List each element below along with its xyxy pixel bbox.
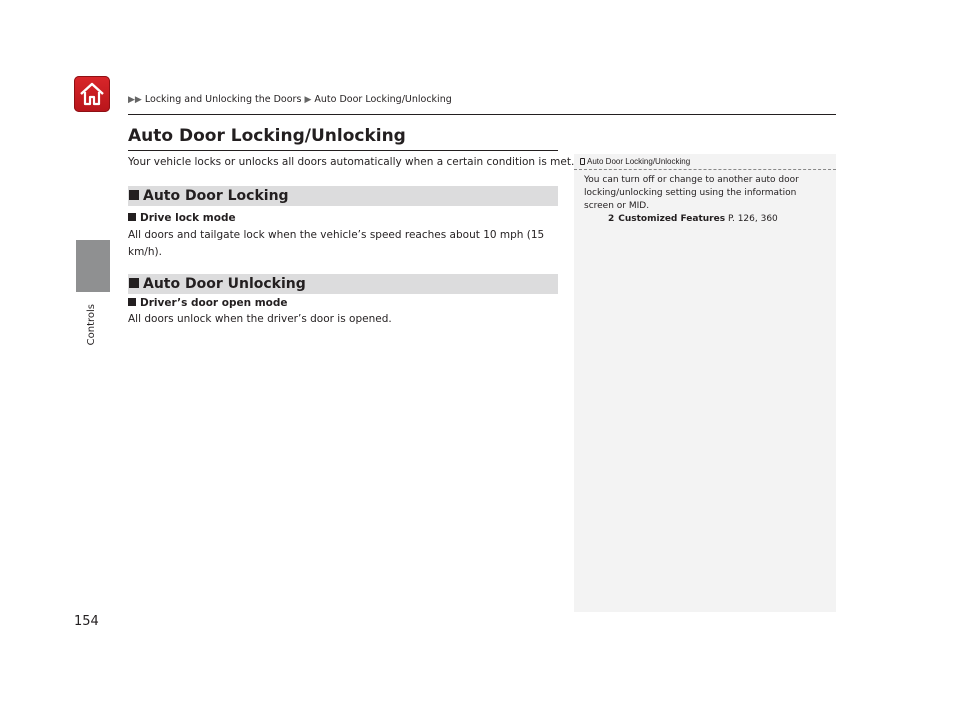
title-divider bbox=[128, 150, 558, 151]
subheading-text: Drive lock mode bbox=[140, 212, 236, 224]
section-heading-text: Auto Door Unlocking bbox=[143, 276, 306, 292]
note-text: You can turn off or change to another auto door locking/unlocking setting using the information screen or MID. bbox=[584, 175, 799, 211]
square-bullet-icon bbox=[128, 298, 136, 306]
square-bullet-icon bbox=[129, 278, 139, 288]
intro-text: Your vehicle locks or unlocks all doors automatically when a certain condition is met. bbox=[128, 156, 575, 168]
home-icon bbox=[78, 80, 106, 108]
header-divider bbox=[128, 114, 836, 115]
section-heading-text: Auto Door Locking bbox=[143, 188, 289, 204]
section-body-drivers-door: All doors unlock when the driver’s door is opened. bbox=[128, 313, 392, 325]
note-icon bbox=[580, 158, 585, 165]
subheading-drivers-door-open-mode bbox=[128, 297, 288, 309]
breadcrumb-item-current: Auto Door Locking/Unlocking bbox=[314, 94, 452, 105]
square-bullet-icon bbox=[128, 213, 136, 221]
section-heading-auto-door-locking bbox=[128, 186, 558, 206]
page-number: 154 bbox=[74, 614, 99, 629]
breadcrumb bbox=[128, 94, 452, 105]
subheading-drive-lock-mode bbox=[128, 212, 236, 224]
arrow-right-icon: ▶ bbox=[304, 95, 312, 105]
subheading-text: Driver’s door open mode bbox=[140, 297, 288, 309]
section-body-drive-lock: All doors and tailgate lock when the vehicle’s speed reaches about 10 mph (15 km/h). bbox=[128, 229, 545, 258]
section-heading-auto-door-unlocking bbox=[128, 274, 558, 294]
arrow-right-icon: ▶▶ bbox=[128, 95, 142, 105]
reference-label: Customized Features bbox=[618, 214, 726, 224]
reference-pages: P. 126, 360 bbox=[727, 214, 778, 224]
home-button[interactable] bbox=[74, 76, 110, 112]
square-bullet-icon bbox=[129, 190, 139, 200]
note-title: Auto Door Locking/Unlocking bbox=[587, 157, 691, 166]
sidebar-note bbox=[574, 154, 836, 612]
reference-arrow-icon: 2 bbox=[608, 214, 615, 224]
chapter-tab-label: Controls bbox=[86, 304, 97, 346]
breadcrumb-item-locking-and-unlocking[interactable]: Locking and Unlocking the Doors bbox=[144, 94, 302, 105]
cross-reference-link[interactable] bbox=[608, 214, 778, 224]
page-title: Auto Door Locking/Unlocking bbox=[128, 126, 406, 146]
chapter-tab[interactable] bbox=[76, 240, 110, 292]
note-divider bbox=[574, 169, 836, 170]
note-heading bbox=[580, 157, 690, 166]
